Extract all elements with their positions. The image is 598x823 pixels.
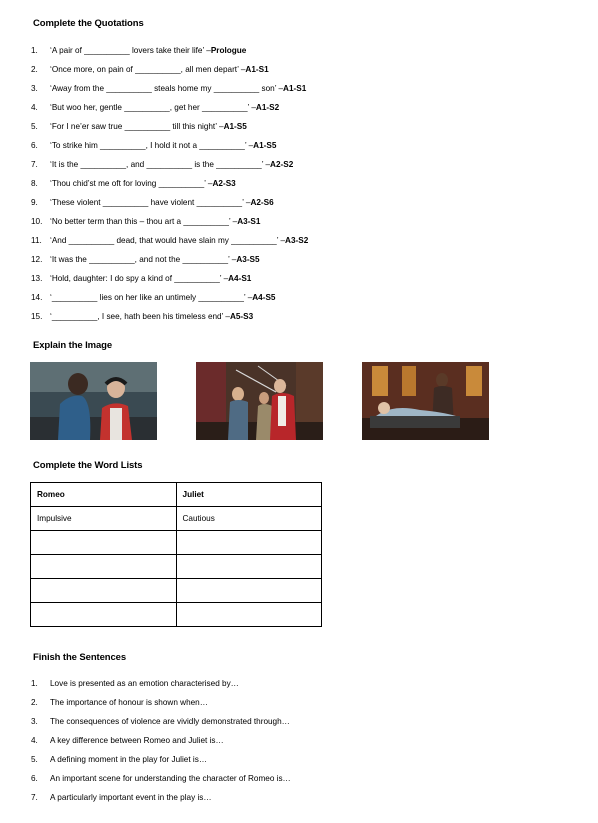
stage-photo-1 [30,362,157,440]
table-row [31,531,322,555]
quotation-item [31,98,571,117]
quotation-reference: A1-S2 [255,103,280,112]
quotation-reference: A4-S5 [252,293,276,302]
sentence-item [31,712,571,731]
table-header-row [31,483,322,507]
quotation-number: 4. [31,103,38,112]
quotation-number: 13. [31,274,43,283]
quotation-text: ‘To strike him __________, I hold it not a __________’ – [50,141,254,150]
quotation-number: 12. [31,255,43,264]
table-cell[interactable] [31,603,177,627]
sentence-number: 7. [31,793,38,802]
quotation-number: 10. [31,217,43,226]
table-cell[interactable] [176,531,321,555]
table-row [31,555,322,579]
table-row [31,603,322,627]
table-cell[interactable] [31,555,177,579]
sentence-text: The importance of honour is shown when… [50,698,208,707]
sentence-text: A key difference between Romeo and Juliet is… [50,736,224,745]
quotation-item [31,212,571,231]
sentence-number: 5. [31,755,38,764]
sentence-item [31,750,571,769]
quotation-item [31,174,571,193]
quotation-text: ‘A pair of __________ lovers take their life’ – [50,46,211,55]
quotation-text: ‘It was the __________, and not the __________’ – [50,255,237,264]
quotation-reference: A1-S1 [245,65,269,74]
image-heading: Explain the Image [33,340,113,351]
quotation-number: 6. [31,141,38,150]
sentences-list [31,674,571,807]
quotation-text: ‘__________ lies on her like an untimely __________’ – [50,293,253,302]
quotation-text: ‘But woo her, gentle __________, get her __________’ – [50,103,256,112]
sentence-item [31,788,571,807]
quotation-reference: A1-S5 [253,141,277,150]
table-cell[interactable] [176,603,321,627]
column-header-juliet: Juliet [176,483,321,507]
quotation-reference: A3-S5 [236,255,260,264]
quotation-reference: Prologue [210,46,247,55]
sentence-number: 1. [31,679,38,688]
quotation-reference: A2-S2 [270,160,294,169]
sentence-text: Love is presented as an emotion characterised by… [50,679,239,688]
sentence-number: 3. [31,717,38,726]
sentence-number: 6. [31,774,38,783]
quotation-number: 11. [31,236,42,245]
sentences-heading: Finish the Sentences [33,652,127,663]
quotation-item [31,60,571,79]
quotation-item [31,231,571,250]
quotation-text: ‘__________, I see, hath been his timeless end’ – [50,312,230,321]
quotation-item [31,193,571,212]
word-list-table [30,482,322,627]
quotations-heading: Complete the Quotations [33,18,144,29]
table-row [31,579,322,603]
sentence-item [31,769,571,788]
quotation-reference: A1-S5 [223,122,247,131]
quotation-reference: A2-S6 [250,198,274,207]
quotation-text: ‘These violent __________ have violent __________’ – [50,198,251,207]
sentence-item [31,693,571,712]
quotation-item [31,136,571,155]
quotation-reference: A1-S1 [283,84,307,93]
quotation-text: ‘Thou chid’st me oft for loving __________’ – [50,179,213,188]
quotations-list [31,41,571,326]
image-strip [0,362,598,442]
quotation-number: 14. [31,293,43,302]
quotation-text: ‘It is the __________, and __________ is the __________’ – [50,160,271,169]
quotation-number: 2. [31,65,38,74]
sentence-text: An important scene for understanding the character of Romeo is… [50,774,291,783]
table-cell[interactable]: Impulsive [31,507,177,531]
quotation-reference: A3-S2 [285,236,309,245]
quotation-text: ‘For I ne’er saw true __________ till this night’ – [50,122,224,131]
table-row [31,507,322,531]
quotation-item [31,155,571,174]
quotation-item [31,269,571,288]
stage-photo-3 [362,362,489,440]
sentence-item [31,674,571,693]
quotation-number: 5. [31,122,38,131]
sentence-item [31,731,571,750]
sentence-number: 4. [31,736,38,745]
sentence-text: The consequences of violence are vividly demonstrated through… [50,717,290,726]
quotation-reference: A2-S3 [212,179,236,188]
sentence-text: A particularly important event in the play is… [50,793,212,802]
column-header-romeo: Romeo [31,483,177,507]
quotation-number: 1. [31,46,38,55]
quotation-reference: A3-S1 [237,217,261,226]
quotation-reference: A5-S3 [229,312,254,321]
quotation-number: 8. [31,179,38,188]
quotation-number: 7. [31,160,38,169]
table-cell[interactable] [31,579,177,603]
table-cell[interactable] [176,579,321,603]
quotation-text: ‘Hold, daughter: I do spy a kind of __________’ – [50,274,229,283]
table-cell[interactable] [31,531,177,555]
quotation-item [31,79,571,98]
quotation-item [31,307,571,326]
quotation-number: 15. [31,312,43,321]
quotation-item [31,117,571,136]
quotation-text: ‘Away from the __________ steals home my __________ son’ – [50,84,284,93]
quotation-reference: A4-S1 [228,274,252,283]
table-cell[interactable] [176,555,321,579]
table-cell[interactable]: Cautious [176,507,321,531]
quotation-item [31,41,571,60]
quotation-text: ‘And __________ dead, that would have slain my __________’ – [50,236,286,245]
quotation-number: 9. [31,198,38,207]
wordlists-heading: Complete the Word Lists [33,460,143,471]
quotation-text: ‘No better term than this – thou art a __________’ – [50,217,238,226]
quotation-item [31,288,571,307]
quotation-item [31,250,571,269]
sentence-number: 2. [31,698,38,707]
stage-photo-2 [196,362,323,440]
sentence-text: A defining moment in the play for Juliet is… [50,755,208,764]
quotation-text: ‘Once more, on pain of __________, all men depart’ – [50,65,246,74]
quotation-number: 3. [31,84,38,93]
